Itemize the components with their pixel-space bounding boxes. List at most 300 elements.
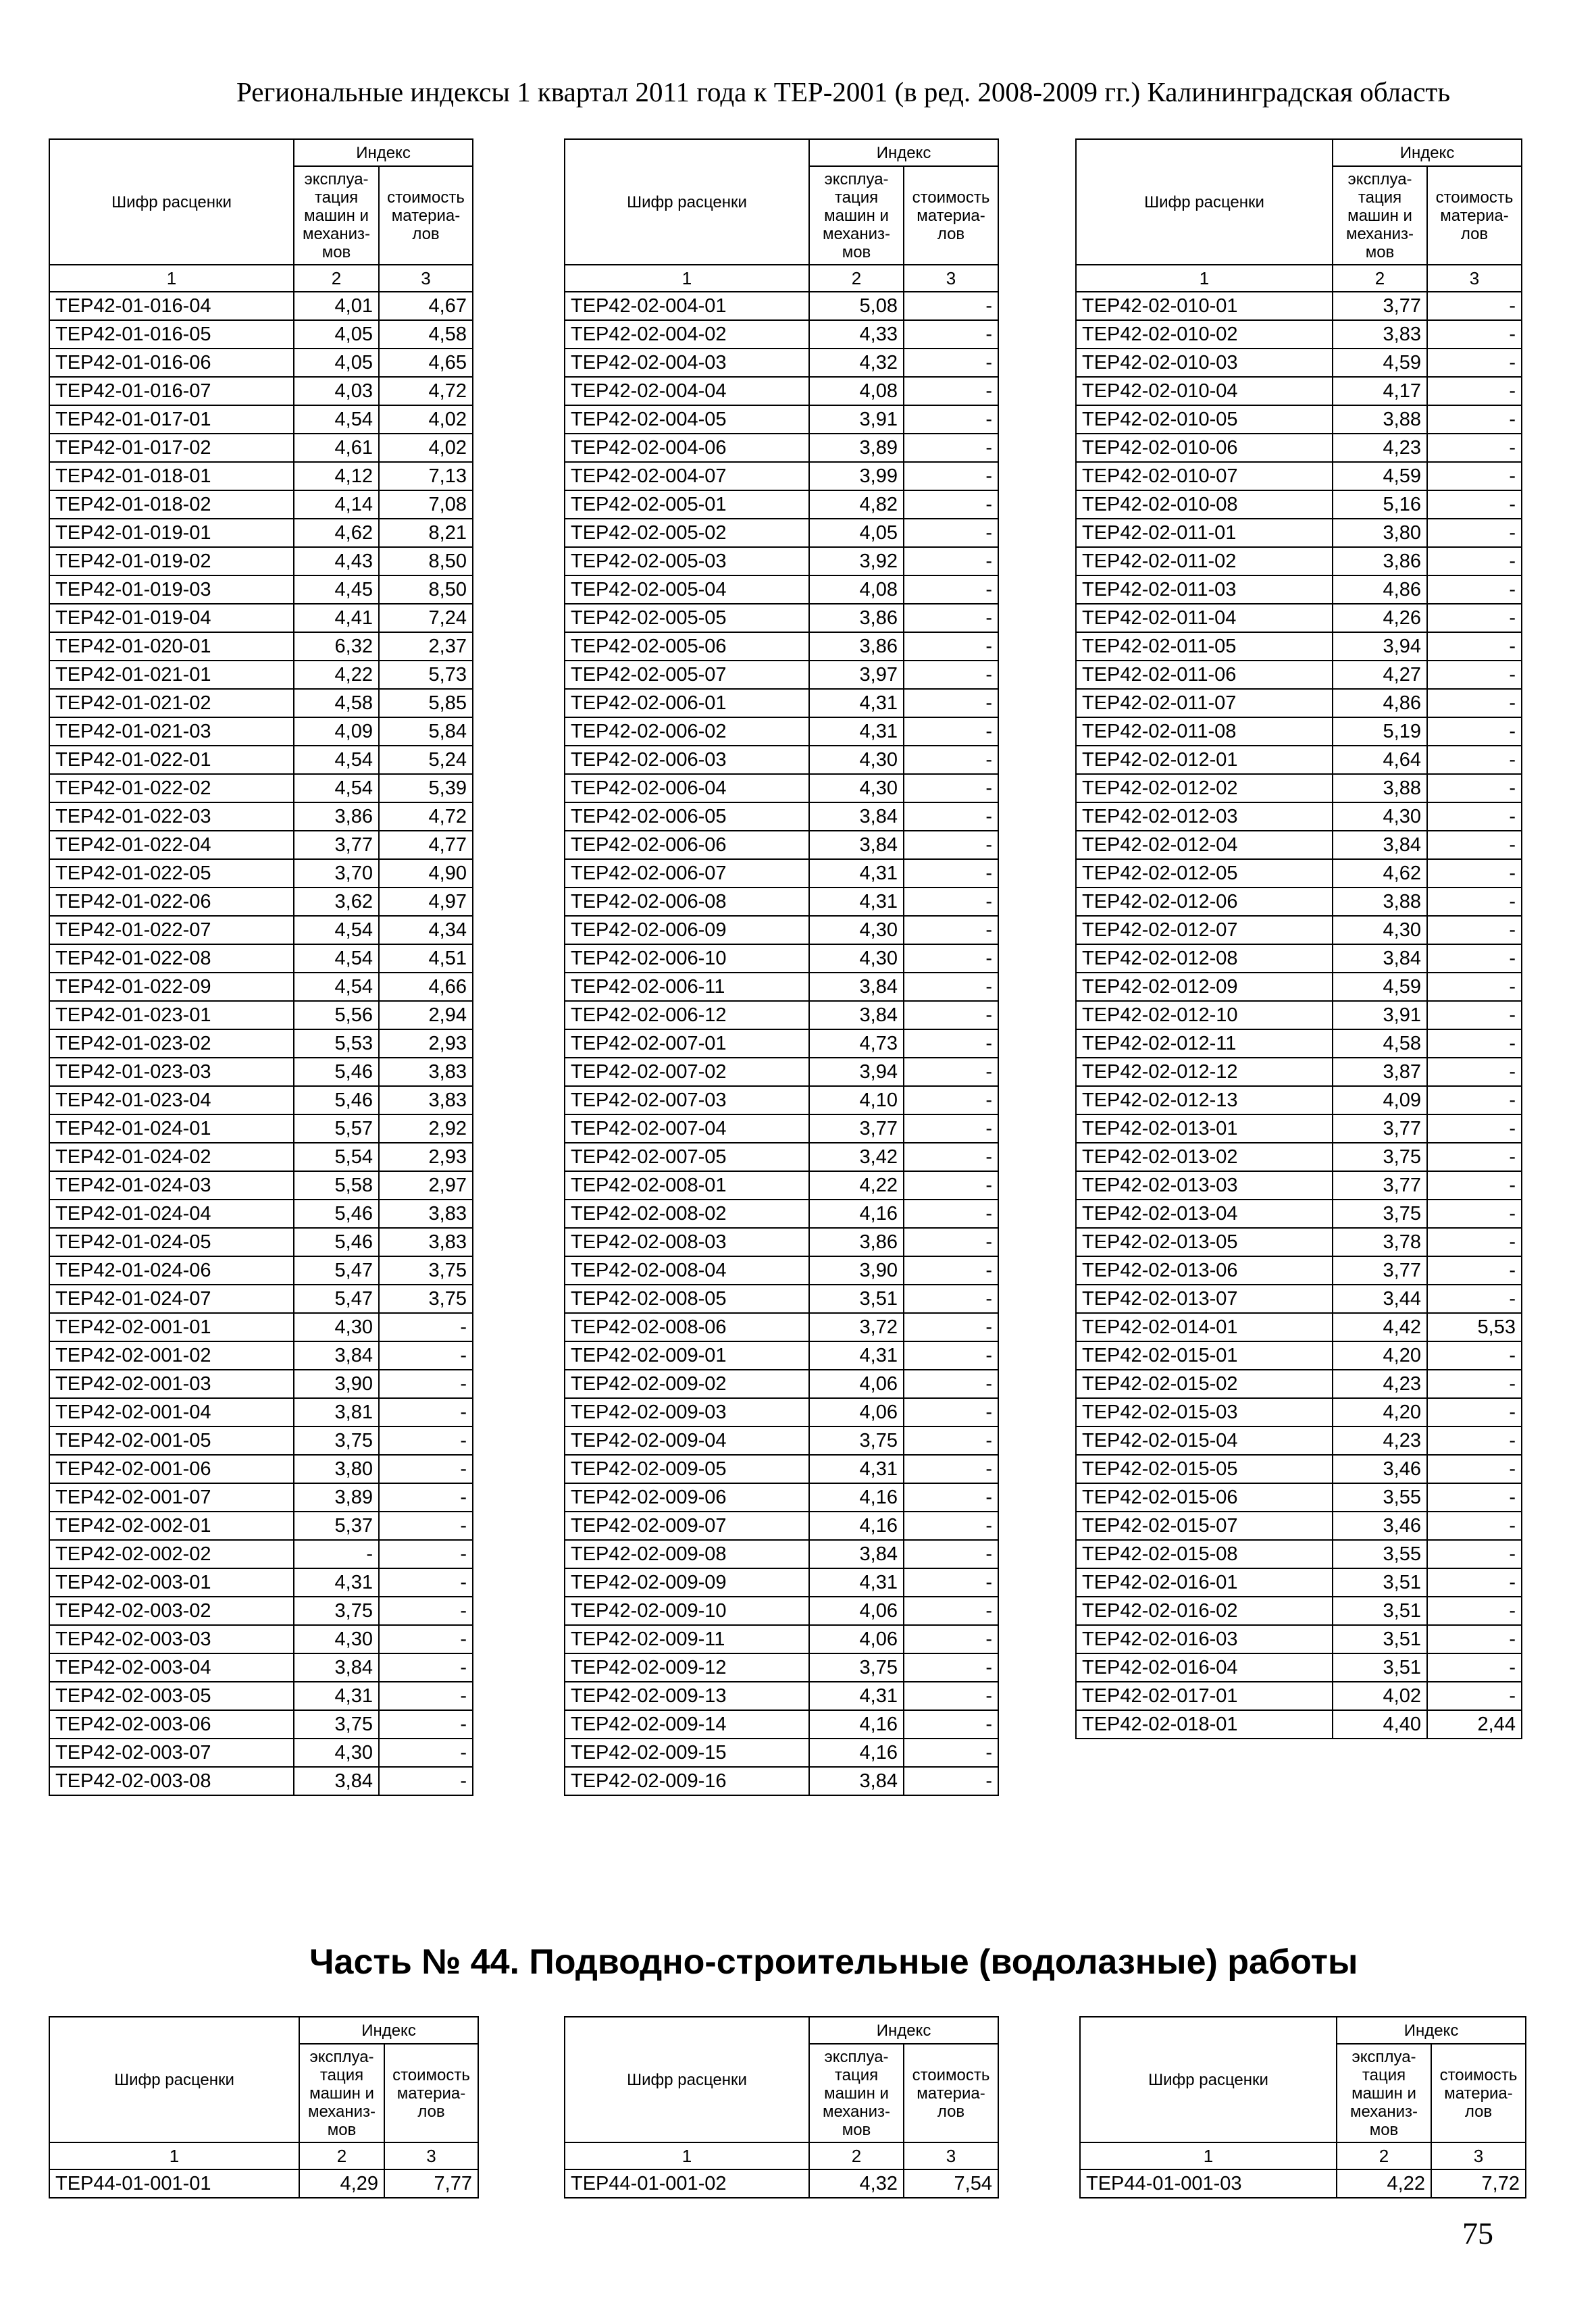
rate-code: ТЕР42-02-007-02: [565, 1058, 809, 1086]
rate-code: ТЕР42-02-001-06: [49, 1455, 294, 1483]
rate-code: ТЕР42-02-004-02: [565, 320, 809, 349]
materials-index: 8,50: [379, 547, 473, 575]
rate-code: ТЕР42-02-012-10: [1076, 1001, 1333, 1029]
machines-index: 3,51: [1333, 1568, 1427, 1597]
materials-index: -: [1427, 1653, 1522, 1682]
rates-table-part44-3: [1079, 2016, 1526, 2199]
materials-index: 4,72: [379, 377, 473, 405]
machines-index: 4,82: [809, 490, 904, 519]
machines-index: 4,02: [1333, 1682, 1427, 1710]
rate-code: ТЕР42-02-003-08: [49, 1767, 294, 1795]
materials-index: -: [1427, 1398, 1522, 1426]
rate-code: ТЕР42-02-004-03: [565, 349, 809, 377]
machines-index: 4,08: [809, 377, 904, 405]
rate-code: ТЕР42-02-004-06: [565, 434, 809, 462]
machines-index: 4,32: [809, 2169, 904, 2198]
table-row: [565, 973, 998, 1001]
table-row: [565, 1739, 998, 1767]
table-row: [1076, 1568, 1522, 1597]
rate-code: ТЕР42-02-001-01: [49, 1313, 294, 1341]
materials-index: -: [904, 689, 998, 717]
machines-index: 4,23: [1333, 1426, 1427, 1455]
rate-code: ТЕР42-02-009-13: [565, 1682, 809, 1710]
rate-code: ТЕР42-02-006-12: [565, 1001, 809, 1029]
table-row: [565, 349, 998, 377]
rate-code: ТЕР42-02-012-09: [1076, 973, 1333, 1001]
machines-index: 4,30: [1333, 916, 1427, 944]
materials-index: -: [904, 774, 998, 802]
table-row: [49, 575, 473, 604]
materials-index: -: [379, 1313, 473, 1341]
rate-code: ТЕР42-02-009-16: [565, 1767, 809, 1795]
machines-index: 3,77: [809, 1114, 904, 1143]
column-number-row: [49, 2142, 478, 2169]
rate-code: ТЕР42-01-018-01: [49, 462, 294, 490]
rate-code: ТЕР42-02-006-06: [565, 831, 809, 859]
materials-index: -: [904, 1256, 998, 1285]
table-row: [1076, 1597, 1522, 1625]
machines-index: 5,19: [1333, 717, 1427, 746]
column-number: 1: [1076, 265, 1333, 292]
table-row: [1076, 689, 1522, 717]
table-row: [565, 490, 998, 519]
rate-code: ТЕР42-02-006-02: [565, 717, 809, 746]
column-number: 2: [1333, 265, 1427, 292]
table-row: [49, 1313, 473, 1341]
machines-index: 4,30: [1333, 802, 1427, 831]
table-row: [49, 1540, 473, 1568]
table-row: [49, 632, 473, 661]
part-title: Часть № 44. Подводно-строительные (водолазные) работы: [309, 1943, 1358, 1982]
machines-index: 3,77: [1333, 1171, 1427, 1200]
materials-index: -: [379, 1568, 473, 1597]
rate-code: ТЕР42-02-005-06: [565, 632, 809, 661]
rate-code: ТЕР42-01-024-01: [49, 1114, 294, 1143]
table-row: [1076, 1370, 1522, 1398]
materials-index: -: [1427, 1682, 1522, 1710]
rate-code: ТЕР42-01-016-06: [49, 349, 294, 377]
machines-index: 4,10: [809, 1086, 904, 1114]
materials-index: -: [1427, 916, 1522, 944]
table-row: [1076, 1114, 1522, 1143]
rate-code: ТЕР42-01-017-02: [49, 434, 294, 462]
rate-code: ТЕР42-02-003-04: [49, 1653, 294, 1682]
rate-code: ТЕР42-02-016-01: [1076, 1568, 1333, 1597]
table-row: [1076, 944, 1522, 973]
materials-index: -: [379, 1710, 473, 1739]
rate-code: ТЕР42-02-006-03: [565, 746, 809, 774]
machines-index: 4,22: [1337, 2169, 1431, 2198]
table-row: [565, 462, 998, 490]
materials-column-header: стоимость материа-лов: [904, 2044, 998, 2142]
machines-index: 3,72: [809, 1313, 904, 1341]
page-title: Региональные индексы 1 квартал 2011 года к ТЕР-2001 (в ред. 2008-2009 гг.) Калининградская область: [236, 76, 1451, 107]
rate-code: ТЕР42-01-019-01: [49, 519, 294, 547]
machines-index: 4,27: [1333, 661, 1427, 689]
table-row: [1076, 632, 1522, 661]
table-row: [49, 1653, 473, 1682]
machines-index: 3,77: [1333, 1256, 1427, 1285]
machines-index: 5,57: [294, 1114, 379, 1143]
materials-index: -: [904, 604, 998, 632]
rate-code: ТЕР42-01-023-04: [49, 1086, 294, 1114]
materials-index: -: [1427, 349, 1522, 377]
machines-index: 3,86: [809, 604, 904, 632]
machines-index: 4,40: [1333, 1710, 1427, 1739]
rate-code: ТЕР42-02-006-01: [565, 689, 809, 717]
column-number: 3: [904, 265, 998, 292]
header-row: [49, 2017, 478, 2044]
column-number: 2: [809, 265, 904, 292]
table-row: [1076, 1625, 1522, 1653]
machines-column-header: эксплуа-тация машин и механиз-мов: [809, 166, 904, 265]
materials-index: -: [1427, 1625, 1522, 1653]
materials-index: 2,44: [1427, 1710, 1522, 1739]
materials-index: -: [904, 1398, 998, 1426]
rate-code: ТЕР42-02-009-09: [565, 1568, 809, 1597]
column-number: 3: [904, 2142, 998, 2169]
materials-index: -: [379, 1625, 473, 1653]
machines-index: 5,46: [294, 1200, 379, 1228]
machines-index: 4,43: [294, 547, 379, 575]
rates-table-part44-1: [49, 2016, 479, 2199]
table-row: [1076, 746, 1522, 774]
table-row: [49, 1256, 473, 1285]
table-row: [49, 1625, 473, 1653]
materials-column-header: стоимость материа-лов: [379, 166, 473, 265]
materials-index: -: [1427, 973, 1522, 1001]
column-number: 3: [1431, 2142, 1526, 2169]
materials-index: 2,92: [379, 1114, 473, 1143]
rate-code: ТЕР42-01-020-01: [49, 632, 294, 661]
materials-index: -: [1427, 888, 1522, 916]
rate-code: ТЕР42-01-018-02: [49, 490, 294, 519]
machines-index: 4,30: [294, 1625, 379, 1653]
rate-code: ТЕР42-02-007-03: [565, 1086, 809, 1114]
machines-index: 4,58: [294, 689, 379, 717]
rate-code: ТЕР42-01-022-06: [49, 888, 294, 916]
materials-index: -: [904, 405, 998, 434]
machines-index: 3,86: [1333, 547, 1427, 575]
rate-code: ТЕР42-02-015-06: [1076, 1483, 1333, 1512]
machines-index: 4,86: [1333, 689, 1427, 717]
table-row: [565, 774, 998, 802]
rate-code: ТЕР42-02-012-12: [1076, 1058, 1333, 1086]
materials-index: -: [904, 1767, 998, 1795]
table-row: [1076, 434, 1522, 462]
materials-index: -: [1427, 661, 1522, 689]
code-column-header: Шифр расценки: [565, 139, 809, 265]
machines-index: 3,84: [809, 831, 904, 859]
rate-code: ТЕР42-02-009-10: [565, 1597, 809, 1625]
materials-index: -: [1427, 1058, 1522, 1086]
materials-index: -: [1427, 462, 1522, 490]
materials-index: -: [904, 746, 998, 774]
machines-index: 5,53: [294, 1029, 379, 1058]
rate-code: ТЕР42-02-013-06: [1076, 1256, 1333, 1285]
materials-index: -: [904, 1625, 998, 1653]
materials-index: -: [1427, 1114, 1522, 1143]
table-row: [49, 1285, 473, 1313]
materials-index: -: [379, 1483, 473, 1512]
rate-code: ТЕР42-02-003-07: [49, 1739, 294, 1767]
rate-code: ТЕР42-02-016-02: [1076, 1597, 1333, 1625]
materials-index: -: [904, 1483, 998, 1512]
materials-index: -: [1427, 1001, 1522, 1029]
machines-index: 4,62: [1333, 859, 1427, 888]
materials-index: -: [1427, 292, 1522, 320]
materials-index: -: [1427, 632, 1522, 661]
materials-index: -: [1427, 1029, 1522, 1058]
materials-index: -: [904, 1001, 998, 1029]
materials-index: -: [379, 1426, 473, 1455]
machines-index: 4,30: [294, 1313, 379, 1341]
materials-index: -: [1427, 490, 1522, 519]
materials-index: -: [1427, 1426, 1522, 1455]
rate-code: ТЕР42-02-001-04: [49, 1398, 294, 1426]
table-row: [565, 888, 998, 916]
materials-index: 5,85: [379, 689, 473, 717]
machines-index: 5,16: [1333, 490, 1427, 519]
machines-index: 4,54: [294, 746, 379, 774]
machines-index: 5,46: [294, 1228, 379, 1256]
rate-code: ТЕР42-01-016-04: [49, 292, 294, 320]
materials-index: -: [904, 1029, 998, 1058]
machines-index: 4,31: [809, 1682, 904, 1710]
rate-code: ТЕР42-02-010-08: [1076, 490, 1333, 519]
machines-index: 4,12: [294, 462, 379, 490]
rate-code: ТЕР42-02-003-01: [49, 1568, 294, 1597]
machines-index: 4,16: [809, 1739, 904, 1767]
table-row: [1076, 661, 1522, 689]
index-header: Индекс: [294, 139, 473, 166]
rates-table-1: [49, 138, 473, 1796]
table-row: [49, 1682, 473, 1710]
table-row: [49, 1001, 473, 1029]
rate-code: ТЕР42-02-010-01: [1076, 292, 1333, 320]
materials-column-header: стоимость материа-лов: [1431, 2044, 1526, 2142]
machines-index: 3,91: [1333, 1001, 1427, 1029]
machines-index: 3,84: [809, 1540, 904, 1568]
table-row: [1076, 1058, 1522, 1086]
materials-index: -: [904, 547, 998, 575]
rate-code: ТЕР42-02-009-14: [565, 1710, 809, 1739]
machines-index: 4,31: [809, 717, 904, 746]
materials-index: 4,77: [379, 831, 473, 859]
table-row: [565, 1256, 998, 1285]
rate-code: ТЕР44-01-001-02: [565, 2169, 809, 2198]
machines-index: 4,31: [809, 1568, 904, 1597]
materials-index: -: [379, 1653, 473, 1682]
machines-index: 4,22: [809, 1171, 904, 1200]
machines-index: 4,31: [809, 1455, 904, 1483]
machines-index: 4,17: [1333, 377, 1427, 405]
materials-index: 8,21: [379, 519, 473, 547]
table-row: [565, 575, 998, 604]
table-row: [49, 1426, 473, 1455]
materials-index: 2,97: [379, 1171, 473, 1200]
table-row: [565, 1058, 998, 1086]
machines-index: 4,30: [809, 774, 904, 802]
rate-code: ТЕР42-02-009-12: [565, 1653, 809, 1682]
rate-code: ТЕР42-02-001-03: [49, 1370, 294, 1398]
table-row: [565, 1512, 998, 1540]
table-row: [565, 1483, 998, 1512]
table-row: [49, 320, 473, 349]
machines-index: 3,99: [809, 462, 904, 490]
materials-index: 4,97: [379, 888, 473, 916]
rate-code: ТЕР42-02-012-02: [1076, 774, 1333, 802]
materials-index: 7,08: [379, 490, 473, 519]
rate-code: ТЕР42-02-012-06: [1076, 888, 1333, 916]
machines-index: 4,01: [294, 292, 379, 320]
machines-index: 4,54: [294, 405, 379, 434]
machines-index: 4,06: [809, 1370, 904, 1398]
table-row: [49, 1710, 473, 1739]
machines-index: 3,88: [1333, 405, 1427, 434]
table-row: [565, 1767, 998, 1795]
machines-index: 3,51: [1333, 1597, 1427, 1625]
materials-index: 5,39: [379, 774, 473, 802]
machines-index: 4,30: [809, 944, 904, 973]
table-row: [565, 859, 998, 888]
rate-code: ТЕР42-02-006-09: [565, 916, 809, 944]
column-number-row: [1080, 2142, 1526, 2169]
materials-index: -: [904, 1086, 998, 1114]
machines-index: 3,81: [294, 1398, 379, 1426]
table-row: [49, 774, 473, 802]
machines-index: 3,87: [1333, 1058, 1427, 1086]
table-row: [49, 462, 473, 490]
table-row: [565, 1597, 998, 1625]
rate-code: ТЕР42-02-013-02: [1076, 1143, 1333, 1171]
index-header: Индекс: [299, 2017, 478, 2044]
rate-code: ТЕР42-01-016-07: [49, 377, 294, 405]
table-row: [49, 1171, 473, 1200]
table-row: [1076, 1086, 1522, 1114]
machines-index: 4,54: [294, 944, 379, 973]
materials-index: 2,94: [379, 1001, 473, 1029]
table-row: [1076, 1398, 1522, 1426]
rate-code: ТЕР42-02-006-07: [565, 859, 809, 888]
materials-index: -: [1427, 1568, 1522, 1597]
code-column-header: Шифр расценки: [1076, 139, 1333, 265]
machines-index: 3,88: [1333, 774, 1427, 802]
rate-code: ТЕР42-01-017-01: [49, 405, 294, 434]
rate-code: ТЕР42-01-022-08: [49, 944, 294, 973]
rate-code: ТЕР42-02-013-03: [1076, 1171, 1333, 1200]
table-row: [1076, 377, 1522, 405]
table-row: [1076, 1001, 1522, 1029]
machines-index: 4,31: [809, 689, 904, 717]
machines-index: 4,54: [294, 973, 379, 1001]
rate-code: ТЕР42-02-009-04: [565, 1426, 809, 1455]
rate-code: ТЕР42-02-018-01: [1076, 1710, 1333, 1739]
materials-index: -: [1427, 1200, 1522, 1228]
table-row: [49, 831, 473, 859]
table-row: [565, 1143, 998, 1171]
machines-index: 4,05: [809, 519, 904, 547]
machines-index: 3,44: [1333, 1285, 1427, 1313]
rate-code: ТЕР42-02-010-03: [1076, 349, 1333, 377]
table-row: [1076, 292, 1522, 320]
machines-column-header: эксплуа-тация машин и механиз-мов: [294, 166, 379, 265]
table-row: [49, 377, 473, 405]
machines-index: 4,62: [294, 519, 379, 547]
machines-index: 3,46: [1333, 1455, 1427, 1483]
table-row: [1076, 1512, 1522, 1540]
machines-index: 4,16: [809, 1710, 904, 1739]
machines-index: 3,42: [809, 1143, 904, 1171]
rate-code: ТЕР42-02-004-07: [565, 462, 809, 490]
materials-index: -: [904, 916, 998, 944]
table-row: [49, 973, 473, 1001]
header-row: [565, 139, 998, 166]
table-row: [49, 519, 473, 547]
machines-index: 4,58: [1333, 1029, 1427, 1058]
table-row: [49, 888, 473, 916]
machines-index: 3,78: [1333, 1228, 1427, 1256]
materials-index: -: [1427, 1483, 1522, 1512]
rate-code: ТЕР42-02-016-04: [1076, 1653, 1333, 1682]
rate-code: ТЕР42-01-022-03: [49, 802, 294, 831]
materials-index: -: [379, 1370, 473, 1398]
rate-code: ТЕР42-02-011-03: [1076, 575, 1333, 604]
table-row: [1076, 1200, 1522, 1228]
code-column-header: Шифр расценки: [49, 2017, 299, 2142]
rate-code: ТЕР42-02-009-06: [565, 1483, 809, 1512]
table-row: [565, 292, 998, 320]
machines-index: 4,29: [299, 2169, 384, 2198]
rate-code: ТЕР42-02-011-04: [1076, 604, 1333, 632]
rate-code: ТЕР42-02-003-05: [49, 1682, 294, 1710]
table-row: [49, 1200, 473, 1228]
rate-code: ТЕР42-01-019-03: [49, 575, 294, 604]
machines-index: 4,20: [1333, 1398, 1427, 1426]
rate-code: ТЕР42-01-022-02: [49, 774, 294, 802]
table-row: [1076, 1653, 1522, 1682]
rate-code: ТЕР42-02-006-10: [565, 944, 809, 973]
materials-index: -: [1427, 831, 1522, 859]
materials-index: 3,83: [379, 1086, 473, 1114]
table-row: [565, 661, 998, 689]
materials-index: 4,02: [379, 434, 473, 462]
rate-code: ТЕР42-02-009-05: [565, 1455, 809, 1483]
column-number: 1: [49, 2142, 299, 2169]
rate-code: ТЕР42-02-009-08: [565, 1540, 809, 1568]
materials-index: -: [1427, 1341, 1522, 1370]
rate-code: ТЕР42-02-012-08: [1076, 944, 1333, 973]
table-row: [49, 405, 473, 434]
rate-code: ТЕР42-02-009-03: [565, 1398, 809, 1426]
rate-code: ТЕР42-02-003-06: [49, 1710, 294, 1739]
machines-index: 3,83: [1333, 320, 1427, 349]
table-row: [1076, 831, 1522, 859]
table-row: [1076, 1285, 1522, 1313]
column-number: 3: [1427, 265, 1522, 292]
machines-index: 4,26: [1333, 604, 1427, 632]
machines-index: 4,73: [809, 1029, 904, 1058]
table-row: [49, 604, 473, 632]
table-row: [49, 434, 473, 462]
materials-index: -: [904, 888, 998, 916]
materials-index: -: [904, 1568, 998, 1597]
materials-column-header: стоимость материа-лов: [904, 166, 998, 265]
rate-code: ТЕР42-02-007-04: [565, 1114, 809, 1143]
rates-table-part44-2: [564, 2016, 999, 2199]
materials-index: 3,83: [379, 1200, 473, 1228]
machines-index: 3,75: [809, 1426, 904, 1455]
